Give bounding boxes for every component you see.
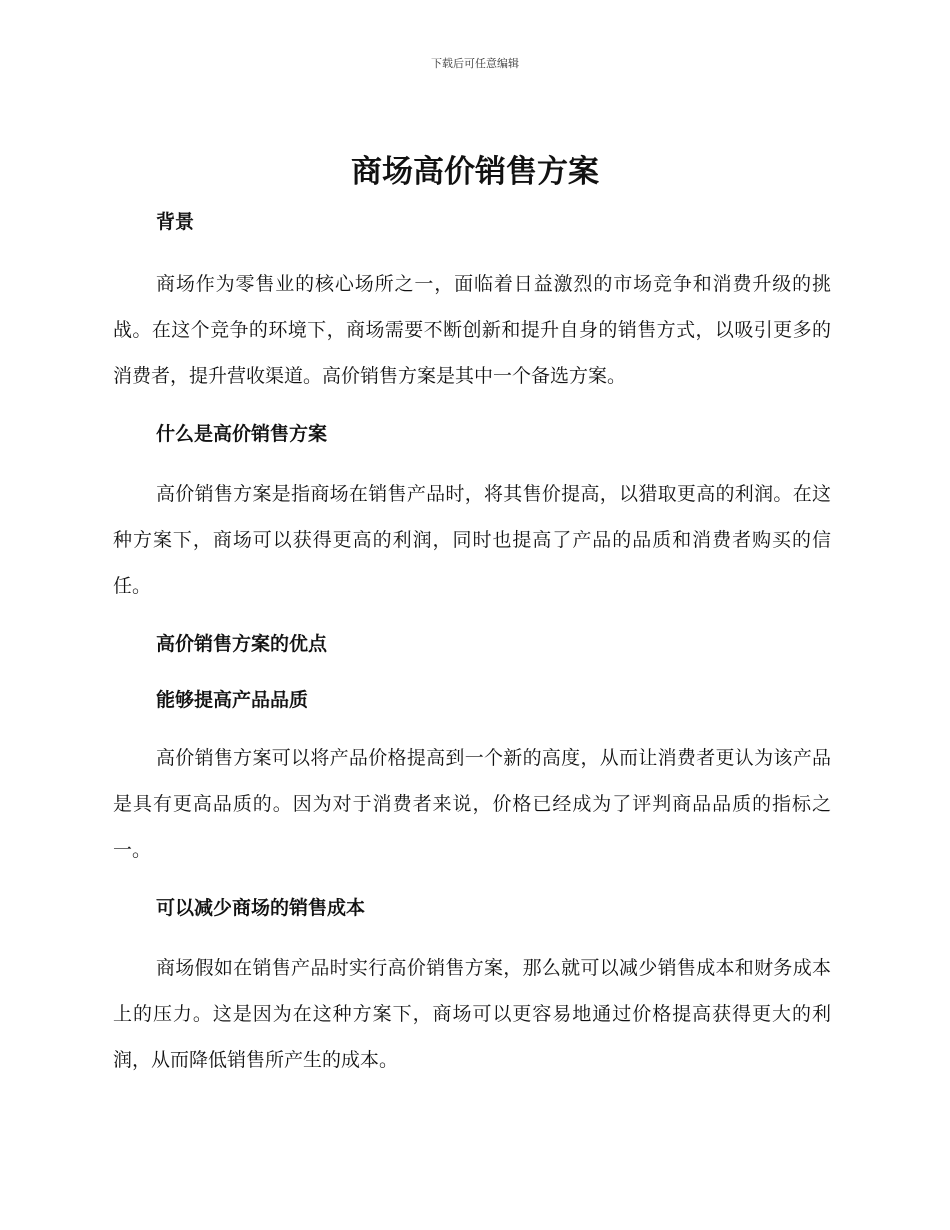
header-note: 下载后可任意编辑: [431, 57, 519, 70]
paragraph-background: 商场作为零售业的核心场所之一，面临着日益激烈的市场竞争和消费升级的挑战。在这个竞争的环境下，商场需要不断创新和提升自身的销售方式，以吸引更多的消费者，提升营收渠道。高价销售方案是其中一个备选方案。: [113, 273, 831, 387]
section-heading-what-is: 什么是高价销售方案: [156, 423, 328, 445]
section-heading-advantages: 高价销售方案的优点: [156, 633, 328, 655]
paragraph-what-is: 高价销售方案是指商场在销售产品时，将其售价提高，以猎取更高的利润。在这种方案下，商场可以获得更高的利润，同时也提高了产品的品质和消费者购买的信任。: [113, 483, 831, 597]
section-heading-background: 背景: [156, 211, 195, 233]
document-title: 商场高价销售方案: [351, 154, 599, 190]
subsection-heading-quality: 能够提高产品品质: [156, 689, 309, 711]
paragraph-cost: 商场假如在销售产品时实行高价销售方案，那么就可以减少销售成本和财务成本上的压力。这是因为在这种方案下，商场可以更容易地通过价格提高获得更大的利润，从而降低销售所产生的成本。: [113, 957, 831, 1071]
subsection-heading-cost: 可以减少商场的销售成本: [156, 897, 366, 919]
document-body: [113, 205, 831, 1083]
paragraph-quality: 高价销售方案可以将产品价格提高到一个新的高度，从而让消费者更认为该产品是具有更高品质的。因为对于消费者来说，价格已经成为了评判商品品质的指标之一。: [113, 747, 831, 861]
